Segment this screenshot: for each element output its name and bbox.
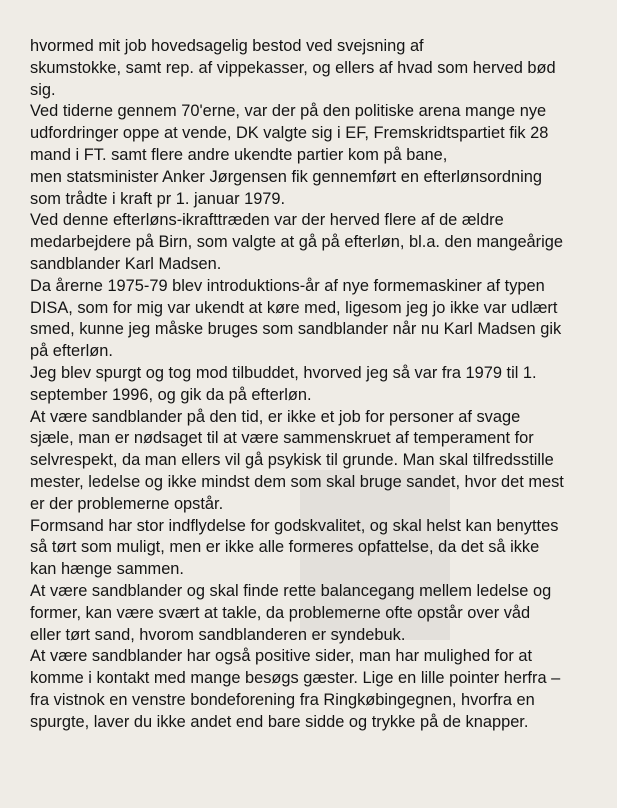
text-line: kan hænge sammen.	[30, 560, 184, 579]
text-line: fra vistnok en venstre bondeforening fra Ringkøbingegnen, hvorfra en	[30, 690, 535, 709]
text-line: er der problemerne opstår.	[30, 494, 224, 513]
text-line: eller tørt sand, hvorom sandblanderen er syndebuk.	[30, 625, 406, 644]
text-line: komme i kontakt med mange besøgs gæster. Lige en lille pointer herfra –	[30, 669, 561, 688]
text-line: medarbejdere på Birn, som valgte at gå på efterløn, bl.a. den mangeårige	[30, 233, 564, 252]
text-line: hvormed mit job hovedsagelig bestod ved svejsning af	[30, 37, 424, 55]
text-line: udfordringer oppe at vende, DK valgte sig i EF, Fremskridtspartiet fik 28	[30, 124, 549, 143]
text-line: smed, kunne jeg måske bruges som sandblander når nu Karl Madsen gik	[30, 320, 562, 339]
text-line: skumstokke, samt rep. af vippekasser, og ellers af hvad som herved bød	[30, 58, 556, 77]
text-line: Da årerne 1975-79 blev introduktions-år af nye formemaskiner af typen	[30, 276, 545, 295]
text-line: sig.	[30, 80, 56, 99]
text-line: Ved tiderne gennem 70'erne, var der på den politiske arena mange nye	[30, 102, 547, 121]
text-line: Formsand har stor indflydelse for godskvalitet, og skal helst kan benyttes	[30, 516, 559, 535]
document-body	[30, 36, 598, 734]
text-line: selvrespekt, da man ellers vil gå psykisk til grunde. Man skal tilfredsstille	[30, 451, 554, 470]
text-line: sjæle, man er nødsaget til at være sammenskruet af temperament for	[30, 429, 534, 448]
text-line: At være sandblander på den tid, er ikke et job for personer af svage	[30, 407, 521, 426]
text-line: spurgte, laver du ikke andet end bare sidde og trykke på de knapper.	[30, 712, 529, 731]
text-line: Jeg blev spurgt og tog mod tilbuddet, hvorved jeg så var fra 1979 til 1.	[30, 363, 537, 382]
text-line: mester, ledelse og ikke mindst dem som skal bruge sandet, hvor det mest	[30, 472, 564, 491]
text-line: på efterløn.	[30, 342, 113, 361]
text-line: september 1996, og gik da på efterløn.	[30, 385, 312, 404]
text-line: At være sandblander har også positive sider, man har mulighed for at	[30, 647, 533, 666]
text-line: mand i FT. samt flere andre ukendte partier kom på bane,	[30, 145, 448, 164]
text-line: Ved denne efterløns-ikrafttræden var der herved flere af de ældre	[30, 211, 504, 230]
text-line: former, kan være svært at takle, da problemerne ofte opstår over våd	[30, 603, 531, 622]
text-line: men statsminister Anker Jørgensen fik gennemført en efterlønsordning	[30, 167, 542, 186]
text-line: DISA, som for mig var ukendt at køre med, ligesom jeg jo ikke var udlært	[30, 298, 558, 317]
text-line: At være sandblander og skal finde rette balancegang mellem ledelse og	[30, 581, 552, 600]
text-line: sandblander Karl Madsen.	[30, 254, 222, 273]
text-line: så tørt som muligt, men er ikke alle formeres opfattelse, da det så ikke	[30, 538, 540, 557]
text-line: som trådte i kraft pr 1. januar 1979.	[30, 189, 286, 208]
